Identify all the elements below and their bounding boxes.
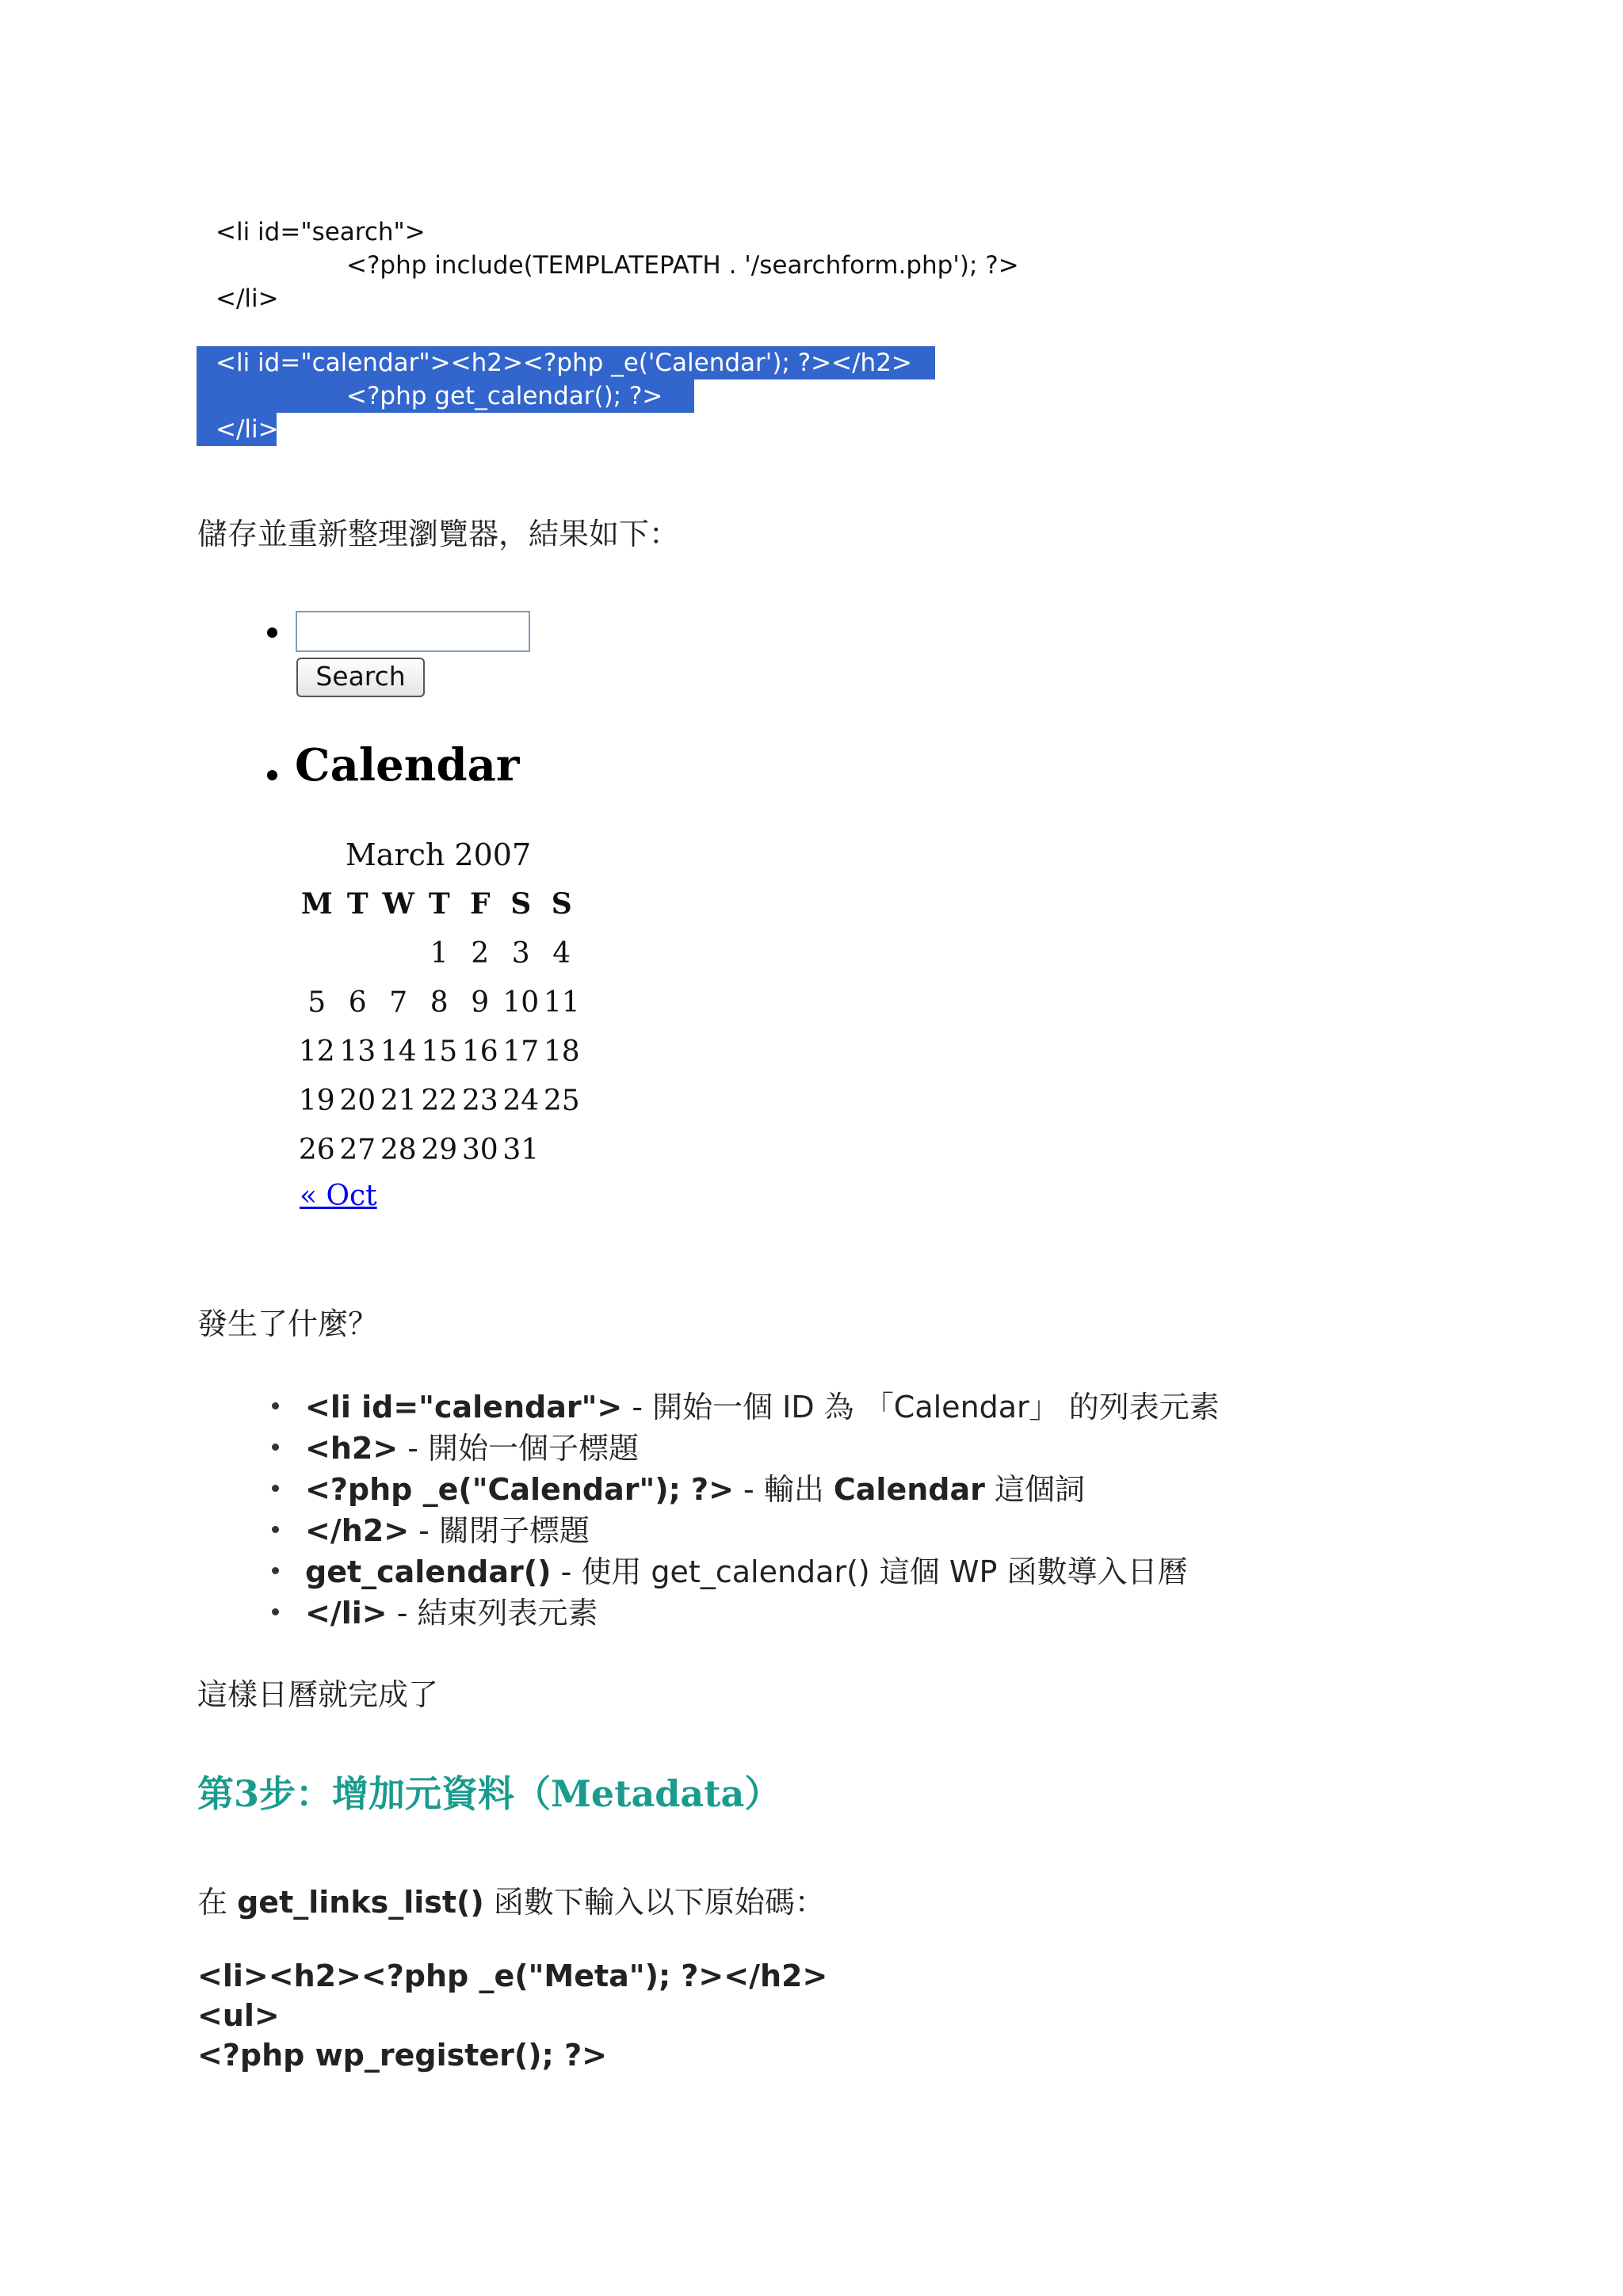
calendar-day: 3 xyxy=(511,936,530,970)
explanation-text: - 開始一個子標題 xyxy=(398,1431,640,1466)
section-question: 發生了什麼？ xyxy=(197,1306,379,1341)
calendar-day xyxy=(338,929,379,978)
prev-month-link[interactable]: « Oct xyxy=(300,1180,377,1212)
code-line: </li> xyxy=(216,284,279,313)
calendar-day: 26 xyxy=(298,1133,335,1166)
instruction-post: 函數下輸入以下原始碼： xyxy=(483,1885,825,1920)
calendar-day: 2 xyxy=(471,936,490,970)
calendar-day: 17 xyxy=(502,1035,540,1068)
calendar-day xyxy=(541,1125,582,1174)
bullet-icon xyxy=(272,1608,279,1615)
code-term: </h2> xyxy=(305,1513,410,1548)
calendar-heading: Calendar xyxy=(295,739,520,791)
explanation-text: - 使用 get_calendar() 這個 WP 函數導入日曆 xyxy=(551,1554,1188,1589)
calendar-day: 8 xyxy=(430,986,449,1019)
calendar-day: 27 xyxy=(339,1133,376,1166)
list-item xyxy=(272,1506,590,1550)
code-term: </li> xyxy=(305,1596,388,1630)
step-number: 3 xyxy=(234,1772,260,1815)
bullet-icon xyxy=(267,627,277,638)
step-title-latin: Metadata xyxy=(551,1772,745,1815)
source-line: <ul> xyxy=(197,1998,280,2033)
calendar-day: 9 xyxy=(471,986,490,1019)
calendar-day: 13 xyxy=(339,1035,376,1068)
calendar-day: 7 xyxy=(389,986,408,1019)
list-item xyxy=(272,1547,1187,1591)
weekday-header: M xyxy=(300,887,333,921)
calendar-day: 6 xyxy=(348,986,367,1019)
list-item xyxy=(272,1383,1220,1426)
calendar-day: 16 xyxy=(461,1035,498,1068)
list-item xyxy=(272,1589,598,1632)
instruction-text xyxy=(197,1878,825,1921)
calendar-day: 19 xyxy=(298,1084,335,1117)
code-term: Calendar xyxy=(833,1472,985,1507)
calendar-day: 14 xyxy=(380,1035,417,1068)
calendar-day: 23 xyxy=(461,1084,498,1117)
calendar-day: 30 xyxy=(461,1133,498,1166)
list-item xyxy=(272,1424,639,1467)
weekday-header: T xyxy=(346,887,369,921)
step-prefix: 第 xyxy=(197,1772,234,1815)
calendar-day: 22 xyxy=(421,1084,458,1117)
source-line: <li><h2><?php _e("Meta"); ?></h2> xyxy=(197,1958,828,1993)
code-line-selected: </li> xyxy=(216,415,279,444)
calendar-day: 18 xyxy=(543,1035,580,1068)
calendar-day: 4 xyxy=(552,936,571,970)
weekday-header: W xyxy=(382,887,414,921)
search-button[interactable]: Search xyxy=(296,658,425,697)
calendar-day: 5 xyxy=(307,986,327,1019)
calendar-day xyxy=(378,929,419,978)
code-line-selected: <li id="calendar"><h2><?php _e('Calendar'); ?></h2> xyxy=(216,349,912,377)
code-term: <h2> xyxy=(305,1431,399,1466)
calendar-caption: March 2007 xyxy=(345,837,532,872)
calendar-day: 25 xyxy=(543,1084,580,1117)
code-term: get_calendar() xyxy=(305,1554,552,1589)
explanation-text: - 結束列表元素 xyxy=(387,1596,598,1630)
code-term: get_links_list() xyxy=(237,1885,484,1920)
calendar-day xyxy=(296,929,338,978)
list-item xyxy=(272,1465,1085,1508)
bullet-icon xyxy=(272,1567,279,1574)
bullet-icon xyxy=(272,1444,279,1451)
bullet-icon xyxy=(267,770,277,780)
explanation-text: - 輸出 xyxy=(733,1472,834,1507)
bullet-icon xyxy=(272,1402,279,1409)
instruction-pre: 在 xyxy=(197,1885,238,1920)
calendar-day: 10 xyxy=(502,986,540,1019)
step-suffix: ） xyxy=(744,1772,781,1815)
code-line: <?php include(TEMPLATEPATH . '/searchform.php'); ?> xyxy=(346,251,1019,280)
code-term: <?php _e("Calendar"); ?> xyxy=(305,1472,734,1507)
calendar-day: 20 xyxy=(339,1084,376,1117)
weekday-header: T xyxy=(428,887,450,921)
explanation-text: 這個詞 xyxy=(984,1472,1085,1507)
intro-text: 儲存並重新整理瀏覽器，結果如下： xyxy=(197,517,680,551)
calendar-table xyxy=(296,879,582,1174)
weekday-header: S xyxy=(551,887,572,921)
calendar-day: 1 xyxy=(430,936,449,970)
explanation-text: - 關閉子標題 xyxy=(409,1513,590,1548)
bullet-icon xyxy=(272,1526,279,1533)
calendar-day: 28 xyxy=(380,1133,417,1166)
step-title: 步：增加元資料（ xyxy=(259,1772,552,1815)
calendar-day: 24 xyxy=(502,1084,540,1117)
calendar-day: 31 xyxy=(502,1133,540,1166)
calendar-day: 21 xyxy=(380,1084,417,1117)
done-text: 這樣日曆就完成了 xyxy=(197,1677,439,1712)
calendar-day: 15 xyxy=(421,1035,458,1068)
calendar-day: 29 xyxy=(421,1133,458,1166)
code-line-selected: <?php get_calendar(); ?> xyxy=(346,382,663,410)
search-input[interactable] xyxy=(296,611,530,652)
weekday-header: S xyxy=(510,887,532,921)
calendar-day: 12 xyxy=(298,1035,335,1068)
step-heading xyxy=(197,1765,781,1817)
explanation-text: - 開始一個 ID 為 「Calendar」 的列表元素 xyxy=(622,1390,1220,1425)
code-term: <li id="calendar"> xyxy=(305,1390,623,1425)
code-line: <li id="search"> xyxy=(216,218,426,246)
bullet-icon xyxy=(272,1485,279,1492)
source-line: <?php wp_register(); ?> xyxy=(197,2038,607,2073)
calendar-day: 11 xyxy=(543,986,580,1019)
weekday-header: F xyxy=(469,887,491,921)
